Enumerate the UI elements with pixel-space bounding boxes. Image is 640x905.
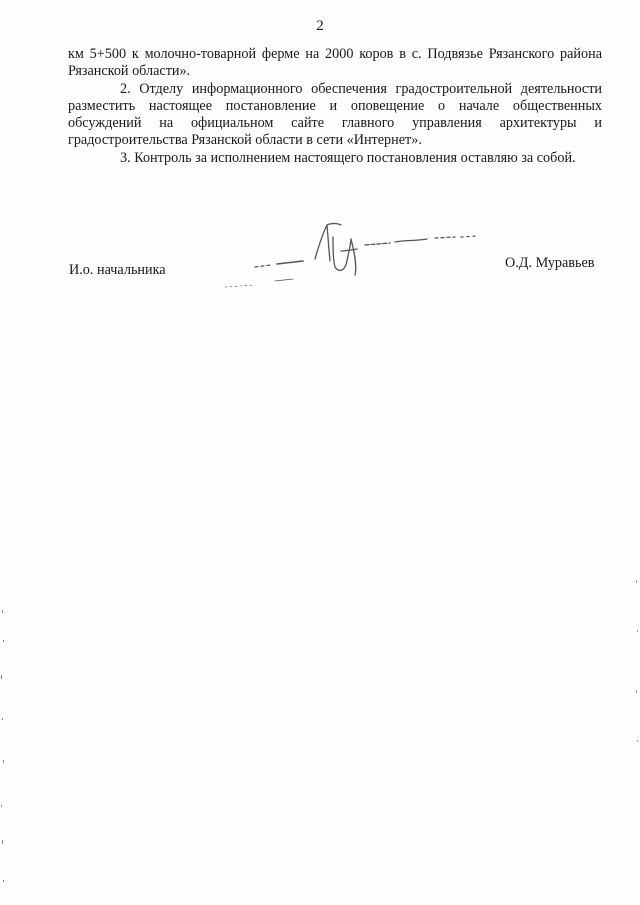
document-body	[68, 46, 602, 167]
paragraph-item-3: 3. Контроль за исполнением настоящего постановления оставляю за собой.	[120, 149, 576, 166]
paragraph-continuation: км 5+500 к молочно-товарной ферме на 2000 коров в с. Подвязье Рязанского района Рязанской области».	[68, 46, 602, 80]
scan-edge-noise-right	[632, 560, 640, 760]
page-number: 2	[316, 18, 324, 34]
signatory-title: И.о. начальника	[69, 262, 166, 278]
signatory-name: О.Д. Муравьев	[505, 255, 595, 271]
paragraph-item-2: 2. Отделу информационного обеспечения градостроительной деятельности разместить настоящее постановление и оповещение о начале общественных обсуждений на официальном сайте главного управления архитектуры и градостроительства Рязанской области в сети «Интернет».	[68, 80, 602, 149]
handwritten-signature	[215, 215, 515, 295]
scan-edge-noise	[0, 600, 12, 900]
